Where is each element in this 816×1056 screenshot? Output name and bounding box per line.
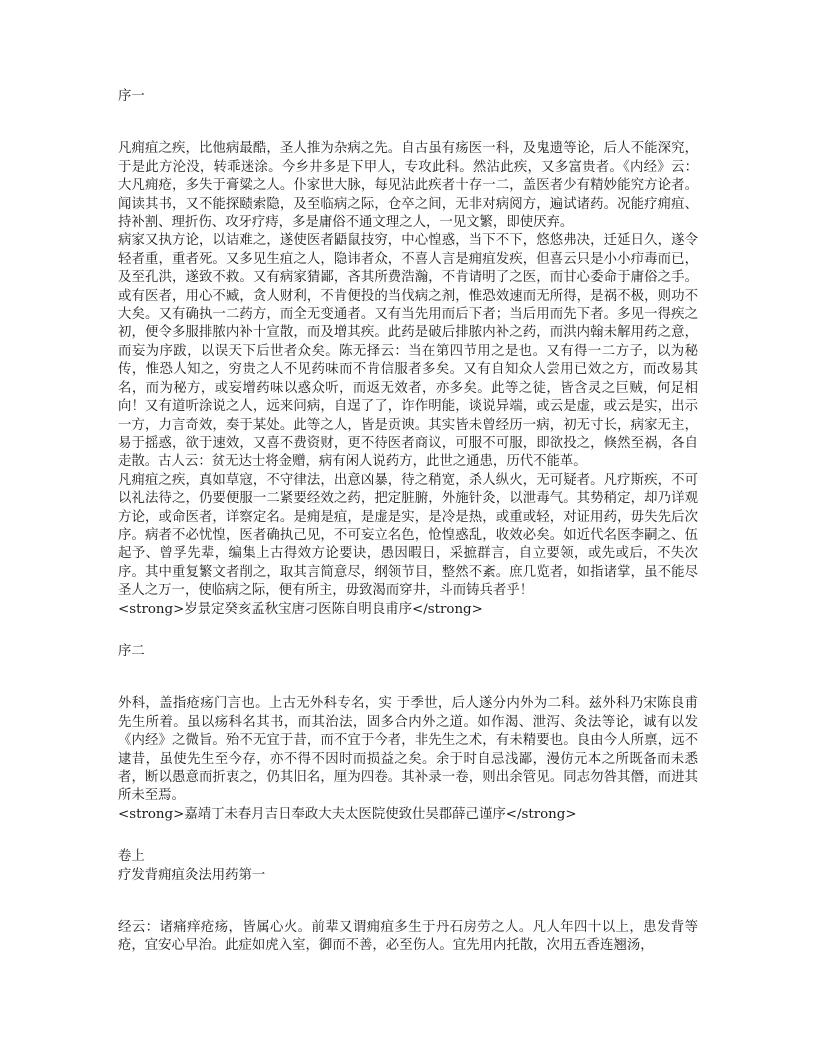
preface1-paragraph-2: 病家又执方论，以诘难之，遂使医者鼯鼠技穷，中心惶惑，当下不下，悠悠弗决，迁延日久，遂令轻者重，重者死。又多见生疽之人，隐讳者众，不喜人言是痈疽发疾，但喜云只是小小疖毒而已，及至孔洪，遂致不救。又有病家猜鄙，吝其所费浩瀚，不肯请明了之医，而甘心委命于庸俗之手。或有医者，用心不臧，贪人财利，不肯便投的当伐病之剂，惟恐效速而无所得，是祸不极，则功不大矣。又有确执一二药方，而全无变通者。又有当先用而后下者；当后用而先下者。多见一得疾之初，便令多服排脓内补十宣散，而及增其疾。此药是破后排脓内补之药，而洪内翰未解用药之意，而妄为序跋，以误天下后世者众矣。陈无择云：当在第四节用之是也。又有得一二方子，以为秘传，惟恐人知之，穷贵之人不见药味而不肯信服者多矣。又有自知众人尝用已效之方，而改易其名，而为秘方，或妄增药味以惑众听，而返无效者，亦多矣。此等之徒，皆含灵之巨贼，何足相向！又有道听涂说之人，远来问病，自逞了了，诈作明能，谈说异端，或云是虚，或云是实，出示一方，力言奇效，奏于某处。此等之人，皆是贡谀。其实皆未曾经历一病，初无寸长，病家无主，易于摇惑，欲于速效，又喜不费资财，更不待医者商议，可服不可服，即欲投之，倏然至祸，各自走散。古人云：贫无达士将金赠，病有闲人说药方，此世之通患，历代不能革。: [118, 233, 698, 470]
preface1-signature: <strong>岁景定癸亥孟秋宝唐刁医陈自明良甫序</strong>: [118, 601, 483, 617]
chapter-paragraph-1: 经云：诸痛痒疮疡，皆属心火。前辈又谓痈疽多生于丹石房劳之人。凡人年四十以上，患发背等疮，宜安心早治。此症如虎入室，御而不善，必至伤人。宜先用内托散，次用五香连翘汤，: [118, 920, 698, 954]
preface2-title: 序二: [118, 643, 145, 659]
preface2-signature: <strong>嘉靖丁未春月吉日奉政大夫太医院使致仕吴郡薛己谨序</strong>: [118, 806, 577, 822]
document-page: [118, 88, 698, 956]
chapter-title: 疗发背痈疽灸法用药第一: [118, 867, 266, 883]
preface2-paragraph-1: 外科，盖指疮疡门言也。上古无外科专名，实 于季世，后人遂分内外为二科。兹外科乃宋陈良甫先生所着。虽以疡科名其书，而其治法，固多合内外之道。如作渴、泄泻、灸法等论，诚有以发《内经》之微旨。殆不无宜于昔，而不宜于今者，非先生之术，有未精要也。良由今人所禀，远不逮昔，虽使先生至今存，亦不得不因时而损益之矣。余于时自忌浅鄙，漫仿元本之所既备而未悉者，断以愚意而折衷之，仍其旧名，厘为四卷。其补录一卷，则出余管见。同志勿咎其僭，而进其所未至焉。: [118, 696, 698, 804]
preface1-paragraph-3: 凡痈疽之疾，真如草寇，不守律法，出意凶暴，待之稍宽，杀人纵火，无可疑者。凡疗斯疾，不可以礼法待之，仍要便服一二紧要经效之药，把定脏腑，外施针灸，以泄毒气。其势稍定，却乃详观方论，或命医者，详察定名。是痈是疽，是虚是实，是冷是热，或重或轻，对证用药，毋失先后次序。病者不必忧惶，医者确执己见，不可妄立名色，怆惶惑乱，收效必矣。如近代名医李嗣之、伍起予、曾孚先辈，编集上古得效方论要诀，愚因暇日，采摭群言，自立要领，或先或后，不失次序。其中重复繁文者削之，取其言简意尽，纲领节目，整然不紊。庶几览者，如指诸掌，虽不能尽圣人之万一，使临病之际，便有所主，毋致渴而穿井，斗而铸兵者乎！: [118, 472, 698, 599]
volume1-title: 卷上: [118, 849, 145, 865]
preface1-paragraph-1: 凡痈疽之疾，比他病最酷，圣人推为杂病之先。自古虽有疡医一科，及鬼遗等论，后人不能深究，于是此方沦没，转乖迷涂。今乡井多是下甲人，专攻此科。然沾此疾，又多富贵者。《内经》云：大凡痈疮，多失于膏粱之人。仆家世大脉，每见沾此疾者十存一二，盖医者少有精妙能究方论者。闻读其书，又不能探赜索隐，及至临病之际，仓卒之间，无非对病阅方，遍试诸药。况能疗痈疽、持补割、理折伤、攻牙疗痔，多是庸俗不通文理之人，一见文繁，即使厌弃。: [118, 141, 698, 231]
preface1-title: 序一: [118, 89, 145, 104]
